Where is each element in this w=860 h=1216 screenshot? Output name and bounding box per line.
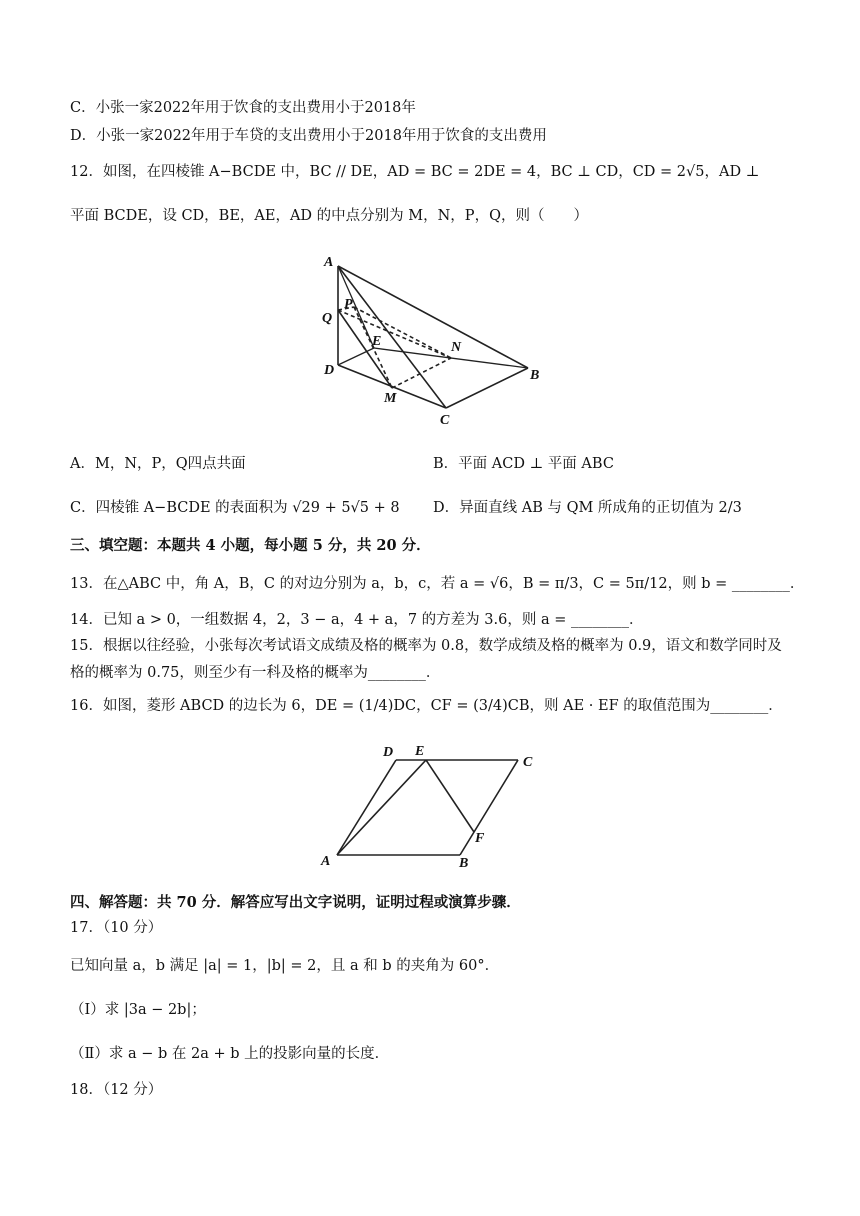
label-A: A [321, 854, 331, 869]
edge-DE [338, 348, 374, 365]
q11-option-c: C．小张一家2022年用于饮食的支出费用小于2018年 [70, 100, 416, 116]
label-F: F [475, 831, 485, 846]
q12-option-c: C．四棱锥 A−BCDE 的表面积为 √29 + 5√5 + 8 [70, 500, 400, 516]
label-C: C [523, 755, 533, 770]
label-D: D [383, 745, 394, 760]
q18-head: 18．（12 分） [70, 1082, 163, 1098]
q17-stem: 已知向量 a，b 满足 |a| = 1，|b| = 2，且 a 和 b 的夹角为 60°． [70, 958, 500, 974]
q17-part1: （Ⅰ）求 |3a − 2b|； [70, 1002, 206, 1018]
label-B: B [459, 856, 469, 870]
label-N: N [451, 340, 462, 355]
label-B: B [530, 368, 540, 383]
label-A: A [324, 255, 334, 270]
q17-part2: （Ⅱ）求 a − b 在 2a + b 上的投影向量的长度． [70, 1046, 390, 1062]
segment-EF [426, 760, 474, 832]
q15-line1: 15．根据以往经验，小张每次考试语文成绩及格的概率为 0.8，数学成绩及格的概率为 0.9，语文和数学同时及 [70, 638, 782, 654]
rhombus-figure [315, 740, 545, 870]
label-C: C [440, 413, 450, 428]
q17-head: 17．（10 分） [70, 920, 163, 936]
side-DA [337, 760, 396, 855]
label-E: E [415, 744, 425, 759]
label-M: M [384, 391, 397, 406]
q14: 14．已知 a > 0，一组数据 4，2，3 − a，4 + a，7 的方差为 3.6，则 a = ________． [70, 612, 644, 628]
q12-option-b: B．平面 ACD ⊥ 平面 ABC [433, 456, 614, 472]
q15-line2: 格的概率为 0.75，则至少有一科及格的概率为________． [70, 665, 441, 681]
label-P: P [344, 297, 353, 312]
section4-title: 四、解答题：共 70 分．解答应写出文字说明，证明过程或演算步骤． [70, 894, 521, 911]
q11-option-d: D．小张一家2022年用于车贷的支出费用小于2018年用于饮食的支出费用 [70, 128, 547, 144]
segment-MN [392, 358, 451, 388]
q13: 13．在△ABC 中，角 A，B，C 的对边分别为 a，b，c，若 a = √6，B = π/3，C = 5π/12，则 b = ________． [70, 576, 805, 592]
side-BC [460, 760, 518, 855]
label-Q: Q [322, 311, 333, 326]
q16: 16．如图，菱形 ABCD 的边长为 6，DE = (1/4)DC，CF = (3/4)CB，则 AE · EF 的取值范围为________． [70, 698, 783, 714]
edge-CB [446, 368, 528, 408]
label-E: E [372, 334, 382, 349]
segment-AE [337, 760, 426, 855]
q12-option-a: A．M，N，P，Q四点共面 [70, 456, 246, 472]
section3-title: 三、填空题：本题共 4 小题，每小题 5 分，共 20 分． [70, 537, 431, 554]
edge-AB [338, 266, 528, 368]
q12-stem-line2: 平面 BCDE，设 CD，BE，AE，AD 的中点分别为 M，N，P，Q，则（ ） [70, 208, 588, 224]
q12-option-d: D．异面直线 AB 与 QM 所成角的正切值为 2/3 [433, 500, 742, 516]
q12-stem-line1: 12．如图，在四棱锥 A−BCDE 中，BC // DE，AD = BC = 2DE = 4，BC ⊥ CD，CD = 2√5，AD ⊥ [70, 164, 760, 180]
pyramid-figure [318, 250, 548, 430]
label-D: D [324, 363, 335, 378]
